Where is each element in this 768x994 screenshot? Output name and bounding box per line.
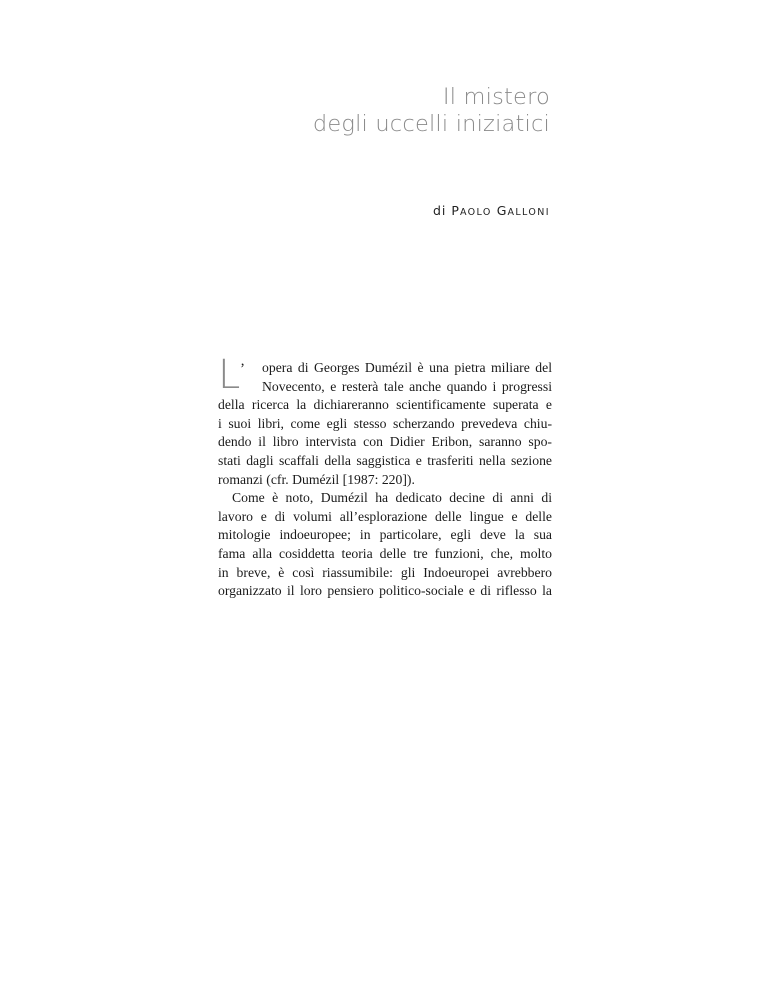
paragraph-2 xyxy=(218,489,552,601)
author-byline xyxy=(433,203,550,218)
article-title-line-1: Il mistero xyxy=(442,84,550,110)
paragraph-2-line: Come è noto, Dumézil ha dedicato decine di anni di xyxy=(232,490,552,506)
drop-cap-letter: L xyxy=(218,352,241,398)
paragraph-1-line: romanzi (cfr. Dumézil [1987: 220]). xyxy=(218,471,415,487)
paragraph-1 xyxy=(218,359,552,489)
author-last-rest: ALLONI xyxy=(507,207,550,218)
author-first-initial: P xyxy=(451,203,460,218)
paragraph-2-line: organizzato il loro pensiero politico-sociale e di riflesso la xyxy=(218,583,552,599)
author-first-rest: AOLO xyxy=(459,207,492,218)
author-last-initial: G xyxy=(496,203,508,218)
drop-cap-apostrophe: ’ xyxy=(240,361,245,377)
paragraph-2-line: mitologie indoeuropee; in particolare, egli deve la sua xyxy=(218,527,552,543)
paragraph-1-line: Novecento, e resterà tale anche quando i progressi xyxy=(262,378,552,394)
byline-prefix: di xyxy=(432,203,447,218)
article-title-line-2: degli uccelli iniziatici xyxy=(312,111,550,137)
paragraph-2-line: lavoro e di volumi all’esplorazione delle lingue e delle xyxy=(218,508,552,524)
paragraph-1-line: opera di Georges Dumézil è una pietra miliare del xyxy=(262,360,552,375)
paragraph-1-line: dendo il libro intervista con Didier Eribon, saranno spo- xyxy=(218,434,552,450)
article-body xyxy=(218,352,552,601)
article-title xyxy=(313,84,550,138)
paragraph-2-line: in breve, è così riassumibile: gli Indoeuropei avrebbero xyxy=(218,564,552,580)
paragraph-2-line: fama alla cosiddetta teoria delle tre funzioni, che, molto xyxy=(218,545,552,561)
paragraph-1-line: stati dagli scaffali della saggistica e trasferiti nella sezione xyxy=(218,452,552,468)
paragraph-1-line: della ricerca la dichiareranno scientificamente superata e xyxy=(218,397,552,413)
paragraph-1-line: i suoi libri, come egli stesso scherzando prevedeva chiu- xyxy=(218,415,552,431)
